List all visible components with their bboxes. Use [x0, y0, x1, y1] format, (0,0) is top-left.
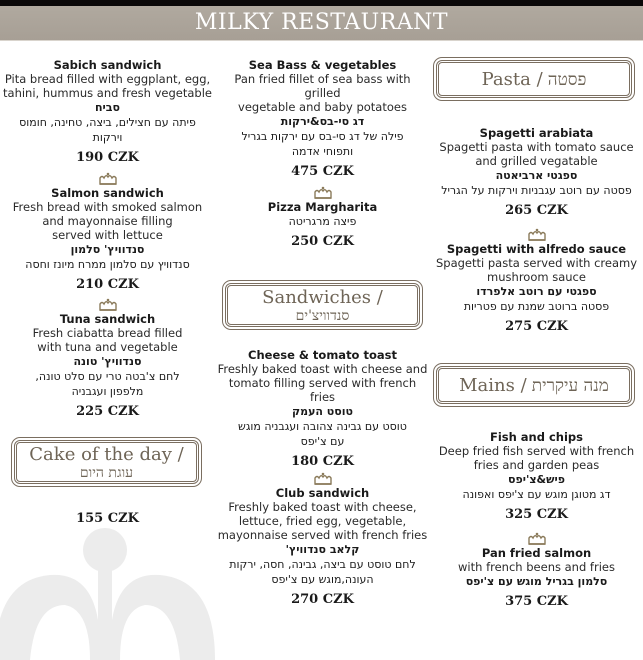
item-price: 270 CZK: [291, 592, 354, 607]
item-name: Sea Bass & vegetables: [248, 58, 397, 72]
item-desc: Fresh bread with smoked salmon: [12, 200, 203, 214]
item-desc: served with lettuce: [52, 228, 163, 242]
crown-icon: [98, 298, 118, 312]
menu-item-salmon-sandwich: [0, 172, 215, 295]
crown-icon: [98, 172, 118, 186]
item-hebrew-name: סלמון בגריל מוגש עם צ'יפס: [465, 575, 608, 588]
item-desc: mushroom sauce: [487, 270, 586, 284]
item-price: 275 CZK: [505, 319, 568, 334]
item-desc: Spagetti pasta with tomato sauce: [439, 140, 634, 154]
item-name: Tuna sandwich: [59, 312, 156, 326]
crown-icon: [313, 472, 333, 486]
item-name: Sabich sandwich: [53, 58, 162, 72]
item-price: 375 CZK: [505, 594, 568, 609]
item-name: Pizza Margharita: [267, 200, 378, 214]
item-hebrew-name: ספגטי עם רוטב אלפרדו: [476, 285, 597, 298]
item-hebrew-name: סנדוויץ' סלמון: [70, 243, 145, 256]
crown-icon: [527, 532, 547, 546]
item-hebrew-desc: פסטה ברוטב שמנת עם פטריות: [463, 300, 610, 313]
item-desc: lettuce, fried egg, vegetable,: [238, 514, 407, 528]
banner-title-en: Pasta /: [481, 69, 543, 90]
item-desc: and mayonnaise filling: [42, 214, 173, 228]
item-desc: Deep fried fish served with french: [438, 444, 635, 458]
item-desc: Fresh ciabatta bread filled: [32, 326, 183, 340]
item-name: Spagetti with alfredo sauce: [446, 242, 627, 256]
page-title: MILKY RESTAURANT: [194, 10, 449, 35]
item-desc: and grilled vegatable: [475, 154, 598, 168]
item-desc: tahini, hummus and fresh vegetable: [3, 86, 212, 100]
banner-title-he: מנה עיקרית: [531, 376, 609, 396]
header-bar: [0, 6, 643, 41]
item-name: Salmon sandwich: [51, 186, 164, 200]
item-price: 210 CZK: [76, 277, 139, 292]
item-hebrew-desc: סנדוויץ עם סלמון ממרח מיונז וחסה: [25, 258, 190, 271]
item-hebrew-desc: עם צ'יפס: [300, 435, 345, 448]
item-price: 190 CZK: [76, 150, 139, 165]
item-hebrew-desc: וירקות: [92, 131, 123, 144]
item-hebrew-name: ספגטי ארביאטה: [495, 169, 578, 182]
banner-title-he: סנדוויצ'ים: [295, 308, 350, 324]
item-desc: vegetable and baby potatoes: [238, 100, 407, 114]
item-hebrew-desc: פיתה עם חצילים, ביצה, טחינה, חומוס: [19, 116, 196, 129]
crown-icon: [527, 228, 547, 242]
item-price: 265 CZK: [505, 203, 568, 218]
menu-item-sabich: [0, 58, 215, 168]
section-banner-mains: [436, 366, 632, 404]
section-banner-sandwiches: [225, 283, 420, 327]
item-price: 475 CZK: [291, 164, 354, 179]
menu-item-tuna-sandwich: [0, 298, 215, 422]
item-desc: mayonnaise served with french fries: [217, 528, 428, 542]
item-hebrew-desc: לחם צ'בטה טרי עם סלט טונה,: [35, 370, 180, 383]
item-name: Club sandwich: [275, 486, 370, 500]
banner-title-en: Cake of the day /: [29, 444, 184, 465]
item-desc: Pita bread filled with eggplant, egg,: [4, 72, 211, 86]
banner-title-en: Sandwiches /: [262, 287, 383, 308]
item-hebrew-desc: לחם טוסט עם ביצה, גבינה, חסה, ירקות: [229, 558, 416, 571]
item-desc: fries and garden peas: [473, 458, 600, 472]
menu-item-cheese-toast: [215, 348, 430, 472]
item-hebrew-desc: פילה של דג סי-בס עם ירקות בגריל: [241, 130, 404, 143]
menu-item-spagetti-arabiata: [430, 126, 643, 221]
item-hebrew-desc: מלפפון ועגבניה: [71, 385, 144, 398]
item-hebrew-name: דג סי-בס&ירקות: [280, 115, 365, 128]
item-hebrew-desc: פסטה עם רוטב עגבניות וירקות על הגריל: [441, 184, 632, 197]
item-hebrew-name: פיש&צ'יפס: [508, 473, 565, 486]
banner-title-he: עוגת היום: [79, 465, 134, 481]
item-hebrew-desc: ותפוחי אדמה: [291, 145, 354, 158]
item-hebrew-name: קלאב סנדוויץ': [285, 543, 360, 556]
item-desc: Spagetti pasta served with creamy: [435, 256, 638, 270]
item-desc: Pan fried fillet of sea bass with grilled: [234, 72, 411, 100]
crown-icon: [313, 186, 333, 200]
item-desc: with tuna and vegetable: [37, 340, 178, 354]
section-banner-pasta: [436, 60, 632, 98]
item-name: Cheese & tomato toast: [248, 348, 397, 362]
cake-price: 155 CZK: [76, 511, 139, 526]
item-name: Pan fried salmon: [481, 546, 592, 560]
item-price: 225 CZK: [76, 404, 139, 419]
item-price: 325 CZK: [505, 507, 568, 522]
item-desc: with french beens and fries: [458, 560, 615, 574]
item-hebrew-name: סנדוויץ' טונה: [73, 355, 142, 368]
crown-watermark-icon: [0, 520, 240, 660]
item-desc: Freshly baked toast with cheese and: [217, 362, 428, 376]
item-desc: Freshly baked toast with cheese,: [228, 500, 417, 514]
item-desc: tomato filling served with french fries: [228, 376, 417, 404]
item-hebrew-name: פיצה מרגריטה: [288, 215, 357, 228]
item-name: Spagetti arabiata: [479, 126, 594, 140]
menu-item-club-sandwich: [215, 472, 430, 610]
menu-item-spagetti-alfredo: [430, 228, 643, 337]
banner-title-he: פסטה: [547, 70, 587, 90]
item-hebrew-name: סביח: [95, 101, 120, 114]
menu-item-pan-fried-salmon: [430, 532, 643, 612]
item-hebrew-name: טוסט העמק: [292, 405, 353, 418]
banner-title-en: Mains /: [459, 375, 527, 396]
section-banner-cake: [14, 440, 199, 484]
item-name: Fish and chips: [489, 430, 584, 444]
menu-item-sea-bass: [215, 58, 430, 182]
item-hebrew-desc: העונה,מוגש עם צ'יפס: [271, 573, 374, 586]
menu-item-fish-and-chips: [430, 430, 643, 525]
item-hebrew-desc: טוסט עם גבינה צהובה ועגבניה מוגש: [238, 420, 407, 433]
menu-item-pizza: [215, 186, 430, 252]
item-price: 250 CZK: [291, 234, 354, 249]
item-price: 180 CZK: [291, 454, 354, 469]
item-hebrew-desc: דג מטוגן מוגש עם צ'יפס ואפונה: [462, 488, 611, 501]
